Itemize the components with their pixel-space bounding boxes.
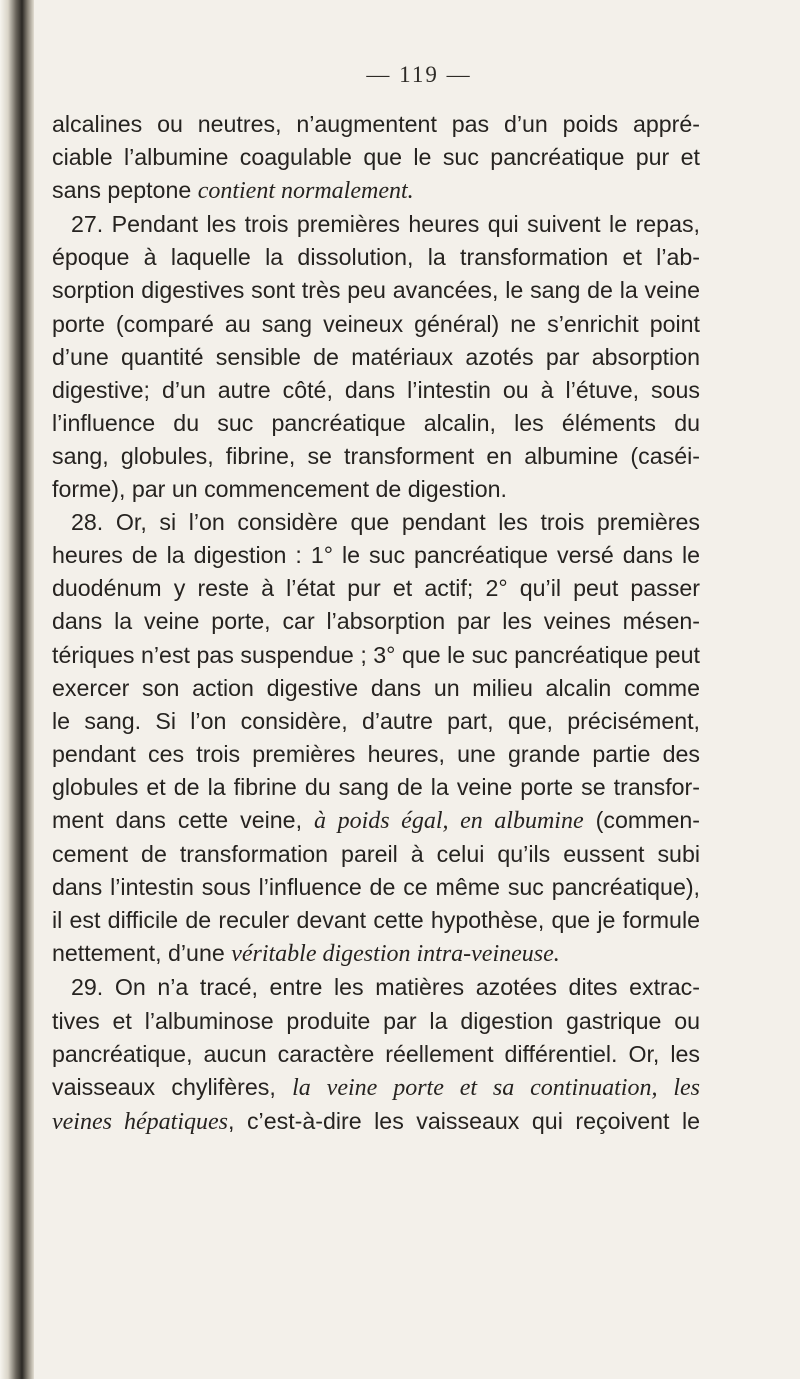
- text-line: [52, 1038, 700, 1071]
- text-run: porte (comparé au sang veineux général) ne s’enrichit point: [52, 310, 700, 337]
- text-run: , c’est-à-dire les vaisseaux qui reçoivent le: [228, 1107, 700, 1134]
- text-line: [52, 1005, 700, 1038]
- text-run: 28. Or, si l’on considère que pendant les trois premières: [71, 509, 700, 536]
- italic-text: veines hépatiques: [52, 1108, 229, 1135]
- body-text: [52, 108, 700, 1139]
- text-line: [52, 506, 700, 539]
- text-line: [52, 672, 700, 705]
- text-line: [52, 141, 700, 174]
- text-line: [52, 539, 700, 572]
- text-run: (commen-: [583, 806, 700, 833]
- text-line: [52, 440, 700, 473]
- text-run: heures de la digestion : 1° le suc pancréatique versé dans le: [52, 542, 700, 569]
- text-line: [52, 804, 700, 838]
- text-line: [52, 341, 700, 374]
- text-run: digestive; d’un autre côté, dans l’intestin ou à l’étuve, sous: [52, 376, 700, 403]
- text-run: il est difficile de reculer devant cette hypothèse, que je formule: [52, 907, 700, 934]
- book-page: [38, 0, 800, 1379]
- italic-text: contient normalement.: [197, 178, 414, 205]
- text-run: sorption digestives sont très peu avancées, le sang de la veine: [52, 277, 700, 304]
- text-line: [52, 937, 700, 971]
- text-line: [52, 308, 700, 341]
- book-binding-edge: [0, 0, 34, 1379]
- text-line: [52, 241, 700, 274]
- text-run: sans peptone: [52, 177, 198, 204]
- text-run: dans la veine porte, car l’absorption par les veines mésen-: [52, 608, 700, 635]
- text-line: [52, 1105, 700, 1139]
- text-run: ment dans cette veine,: [52, 806, 315, 833]
- page-number: — 119 —: [366, 62, 472, 87]
- text-run: pendant ces trois premières heures, une grande partie des: [52, 740, 700, 767]
- italic-text: la veine porte et sa continuation, les: [292, 1074, 700, 1101]
- text-line: [52, 771, 700, 804]
- text-line: [52, 605, 700, 638]
- text-line: [52, 971, 700, 1004]
- text-run: l’influence du suc pancréatique alcalin, les éléments du: [52, 409, 700, 436]
- text-run: sang, globules, fibrine, se transforment en albumine (caséi-: [52, 442, 700, 469]
- text-run: d’une quantité sensible de matériaux azotés par absorption: [52, 343, 700, 370]
- text-line: [52, 174, 700, 208]
- text-run: tives et l’albuminose produite par la digestion gastrique ou: [52, 1007, 700, 1034]
- text-line: [52, 904, 700, 937]
- text-run: cement de transformation pareil à celui qu’ils eussent subi: [52, 841, 700, 868]
- text-line: [52, 639, 700, 672]
- text-line: [52, 274, 700, 307]
- text-run: exercer son action digestive dans un milieu alcalin comme: [52, 674, 700, 701]
- text-line: [52, 108, 700, 141]
- text-run: forme), par un commencement de digestion.: [52, 476, 507, 503]
- text-run: tériques n’est pas suspendue ; 3° que le suc pancréatique peut: [52, 641, 700, 668]
- italic-text: à poids égal, en albumine: [314, 807, 584, 834]
- text-run: pancréatique, aucun caractère réellement différentiel. Or, les: [52, 1040, 700, 1067]
- text-line: [52, 705, 700, 738]
- text-line: [52, 374, 700, 407]
- text-run: nettement, d’une: [52, 940, 232, 967]
- text-run: globules et de la fibrine du sang de la veine porte se transfor-: [52, 773, 700, 800]
- text-line: [52, 473, 700, 506]
- text-line: [52, 838, 700, 871]
- text-run: vaisseaux chylifères,: [52, 1073, 293, 1100]
- text-run: époque à laquelle la dissolution, la transformation et l’ab-: [52, 244, 700, 271]
- text-line: [52, 572, 700, 605]
- text-line: [52, 1071, 700, 1105]
- text-run: duodénum y reste à l’état pur et actif; 2° qu’il peut passer: [52, 575, 700, 602]
- text-run: dans l’intestin sous l’influence de ce même suc pancréatique),: [52, 874, 700, 901]
- text-run: le sang. Si l’on considère, d’autre part, que, précisément,: [52, 707, 700, 734]
- text-run: alcalines ou neutres, n’augmentent pas d’un poids appré-: [52, 111, 700, 137]
- text-line: [52, 208, 700, 241]
- text-line: [52, 871, 700, 904]
- text-run: 27. Pendant les trois premières heures qui suivent le repas,: [71, 211, 700, 238]
- text-line: [52, 407, 700, 440]
- italic-text: véritable digestion intra-veineuse.: [231, 941, 560, 968]
- text-run: ciable l’albumine coagulable que le suc pancréatique pur et: [52, 144, 700, 171]
- text-line: [52, 738, 700, 771]
- text-run: 29. On n’a tracé, entre les matières azotées dites extrac-: [71, 974, 700, 1001]
